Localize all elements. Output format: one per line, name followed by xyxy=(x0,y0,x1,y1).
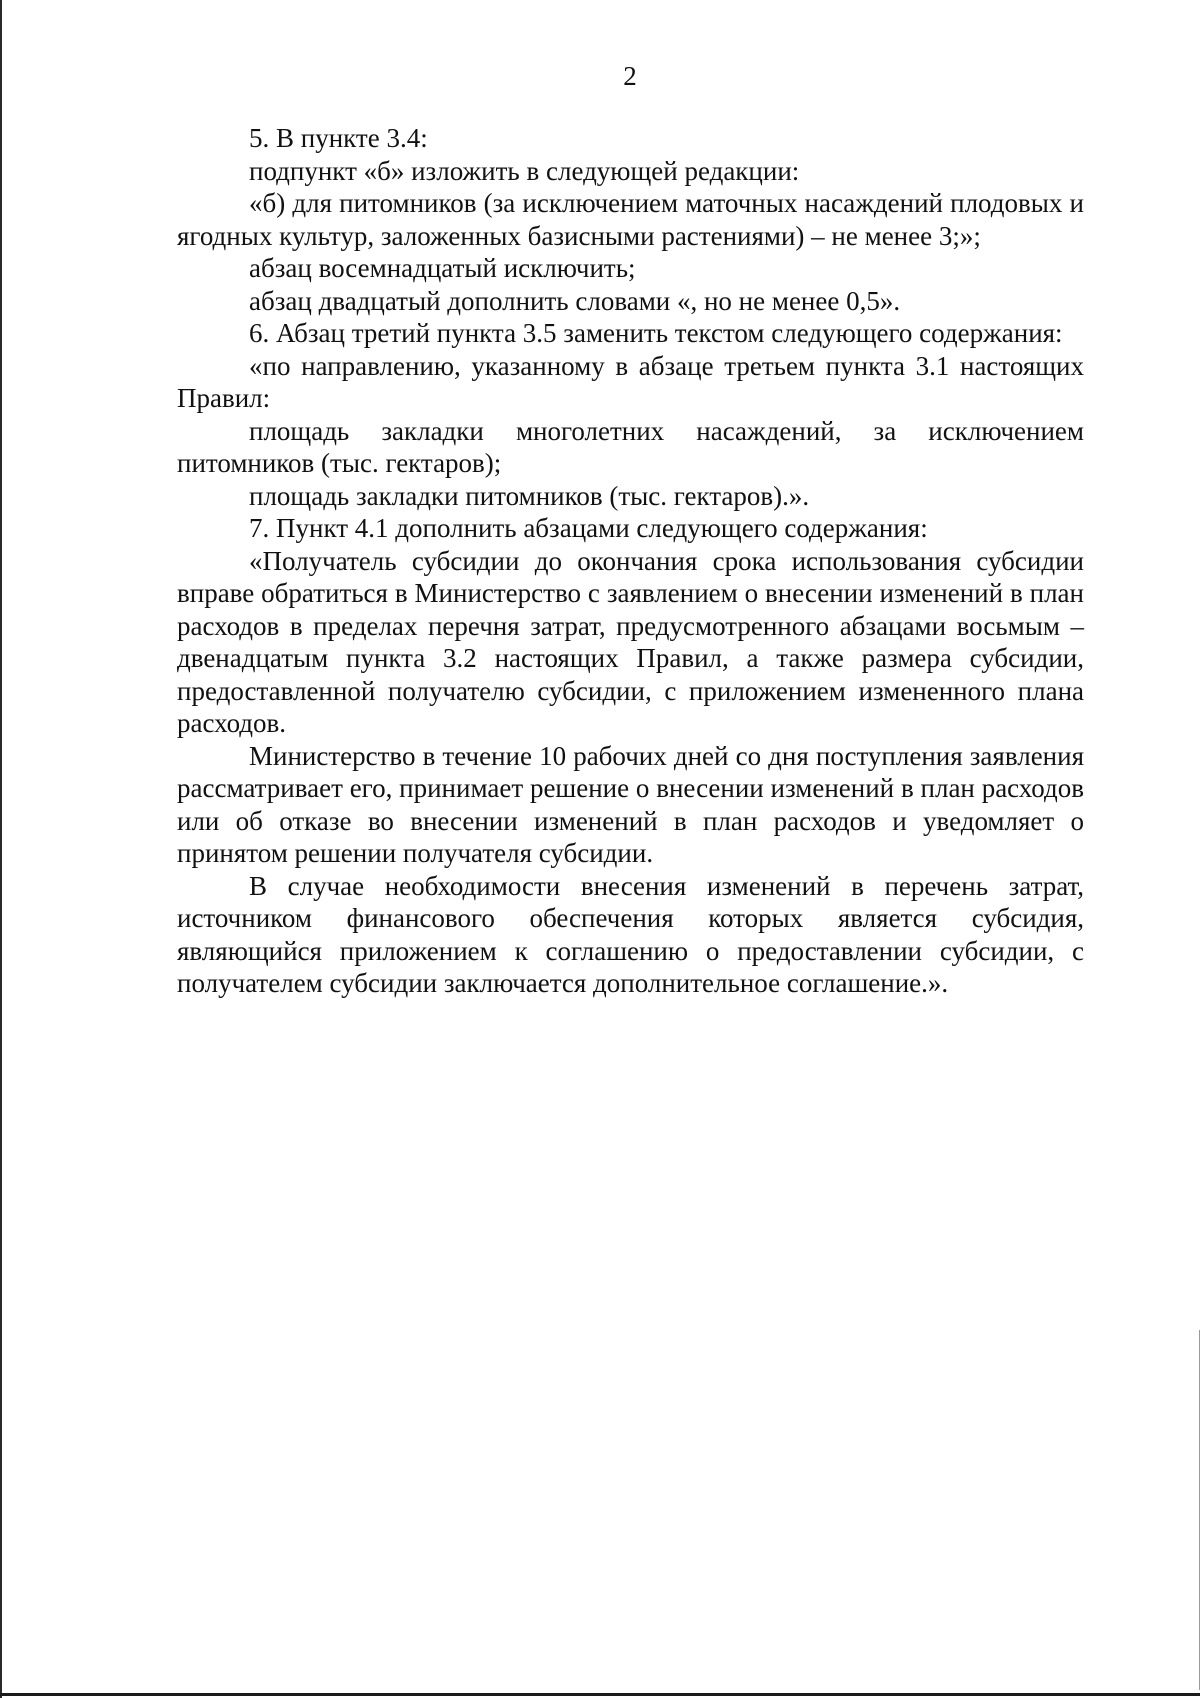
paragraph-eighteenth-exclude: абзац восемнадцатый исключить; xyxy=(249,253,636,283)
page-number: 2 xyxy=(623,61,637,91)
document-body xyxy=(177,122,1084,1000)
scan-edge-bottom xyxy=(0,1693,1200,1696)
paragraph-subitem-b-text: «б) для питомников (за исключением маточных насаждений плодовых и ягодных культур, заложенных базисными растениями) – не менее 3;»; xyxy=(177,188,1084,251)
paragraph-additional-agreement: В случае необходимости внесения изменений в перечень затрат, источником финансового обеспечения которых является субсидия, являющийся приложением к соглашению о предоставлении субсидии, с получателем субсидии заключается дополнительное соглашение.». xyxy=(177,870,1084,998)
paragraph-nursery-area: площадь закладки питомников (тыс. гектаров).». xyxy=(249,480,810,511)
paragraph-recipient-request: «Получатель субсидии до окончания срока использования субсидии вправе обратиться в Министерство с заявлением о внесении изменений в план расходов в пределах перечня затрат, предусмотренного абзацами восьмым – двенадцатым пункта 3.2 настоящих Правил, а также размера субсидии, предоставленной получателю субсидии, с приложением измененного плана расходов. xyxy=(177,545,1084,738)
paragraph-item-7-heading: 7. Пункт 4.1 дополнить абзацами следующего содержания: xyxy=(249,513,928,543)
paragraph-subitem-b-instruction: подпункт «б» изложить в следующей редакции: xyxy=(249,155,800,186)
paragraph-ministry-review: Министерство в течение 10 рабочих дней со дня поступления заявления рассматривает его, принимает решение о внесении изменений в план расходов или об отказе во внесении изменений в план расходов и уведомляет о принятом решении получателя субсидии. xyxy=(177,740,1084,868)
paragraph-twentieth-supplement: абзац двадцатый дополнить словами «, но не менее 0,5». xyxy=(249,285,901,316)
scan-edge-left xyxy=(0,0,2,1698)
paragraph-perennial-area: площадь закладки многолетних насаждений, за исключением питомников (тыс. гектаров); xyxy=(177,415,1084,478)
paragraph-item-5-heading: 5. В пункте 3.4: xyxy=(249,123,428,153)
paragraph-item-6-heading: 6. Абзац третий пункта 3.5 заменить текстом следующего содержания: xyxy=(249,318,1063,348)
paragraph-direction-3-1: «по направлению, указанному в абзаце третьем пункта 3.1 настоящих Правил: xyxy=(177,350,1084,413)
